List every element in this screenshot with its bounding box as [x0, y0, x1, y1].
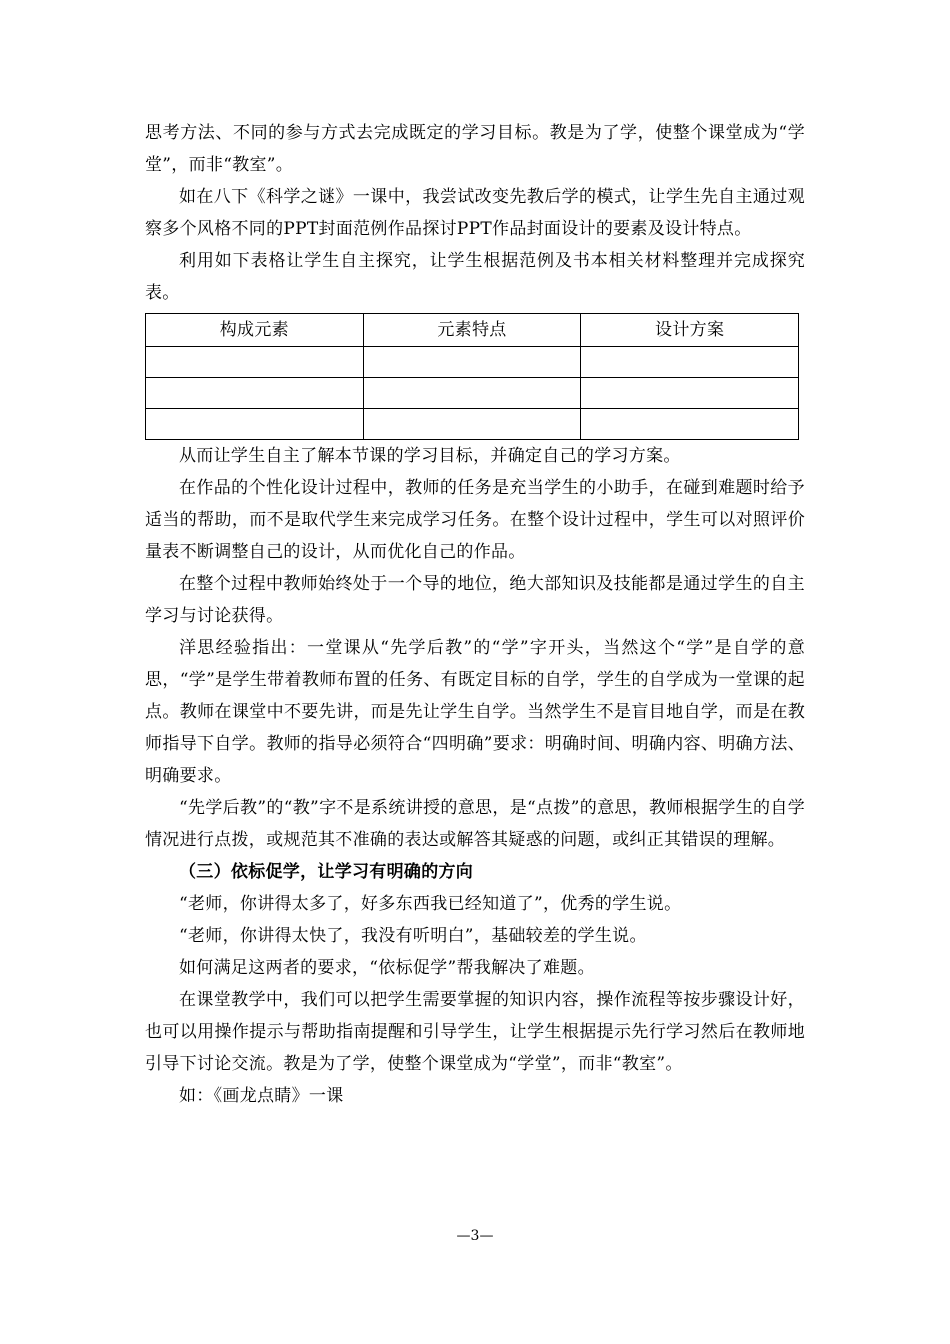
page-content: [145, 117, 805, 1112]
paragraph: 在课堂教学中，我们可以把学生需要掌握的知识内容，操作流程等按步骤设计好，也可以用操作提示与帮助指南提醒和引导学生，让学生根据提示先行学习然后在教师地引导下讨论交流。教是为了学，使整个课堂成为“学堂”，而非“教室”。: [145, 990, 805, 1074]
paragraph: 如：《画龙点睛》一课: [179, 1086, 344, 1106]
table-header-cell: 构成元素: [146, 314, 364, 347]
table-cell: [363, 347, 581, 378]
paragraph: 在作品的个性化设计过程中，教师的任务是充当学生的小助手，在碰到难题时给予适当的帮助，而不是取代学生来完成学习任务。在整个设计过程中，学生可以对照评价量表不断调整自己的设计，从而优化自己的作品。: [145, 478, 805, 562]
paragraph: 如何满足这两者的要求，“依标促学”帮我解决了难题。: [179, 958, 595, 978]
table-row: [146, 347, 799, 378]
paragraph: 在整个过程中教师始终处于一个导的地位，绝大部知识及技能都是通过学生的自主学习与讨论获得。: [145, 574, 805, 626]
page-number: —3—: [456, 1228, 494, 1244]
paragraph: “老师，你讲得太多了，好多东西我已经知道了”，优秀的学生说。: [179, 894, 682, 914]
paragraph: 如在八下《科学之谜》一课中，我尝试改变先教后学的模式，让学生先自主通过观察多个风格不同的PPT封面范例作品探讨PPT作品封面设计的要素及设计特点。: [145, 187, 805, 239]
table-cell: [363, 378, 581, 409]
table-cell: [581, 409, 799, 440]
table-cell: [581, 378, 799, 409]
table-cell: [581, 347, 799, 378]
paragraph: 利用如下表格让学生自主探究，让学生根据范例及书本相关材料整理并完成探究表。: [145, 251, 805, 303]
table-cell: [146, 378, 364, 409]
table-header-row: [146, 314, 799, 347]
paragraph: 思考方法、不同的参与方式去完成既定的学习目标。教是为了学，使整个课堂成为“学堂”，而非“教室”。: [145, 123, 805, 175]
paragraph: “老师，你讲得太快了，我没有听明白”，基础较差的学生说。: [179, 926, 647, 946]
section-heading: （三）依标促学，让学习有明确的方向: [179, 862, 474, 882]
table-row: [146, 378, 799, 409]
paragraph: “先学后教”的“教”字不是系统讲授的意思，是“点拨”的意思，教师根据学生的自学情况进行点拨，或规范其不准确的表达或解答其疑惑的问题，或纠正其错误的理解。: [145, 798, 805, 850]
table-header-cell: 设计方案: [581, 314, 799, 347]
paragraph: 从而让学生自主了解本节课的学习目标，并确定自己的学习方案。: [179, 446, 681, 466]
paragraph: 洋思经验指出：一堂课从“先学后教”的“学”字开头，当然这个“学”是自学的意思，“学”是学生带着教师布置的任务、有既定目标的自学，学生的自学成为一堂课的起点。教师在课堂中不要先讲，而是先让学生自学。当然学生不是盲目地自学，而是在教师指导下自学。教师的指导必须符合“四明确”要求：明确时间、明确内容、明确方法、明确要求。: [145, 638, 805, 786]
table-row: [146, 409, 799, 440]
exploration-table: [145, 313, 799, 440]
table-cell: [146, 347, 364, 378]
table-header-cell: 元素特点: [363, 314, 581, 347]
table-cell: [146, 409, 364, 440]
table-cell: [363, 409, 581, 440]
